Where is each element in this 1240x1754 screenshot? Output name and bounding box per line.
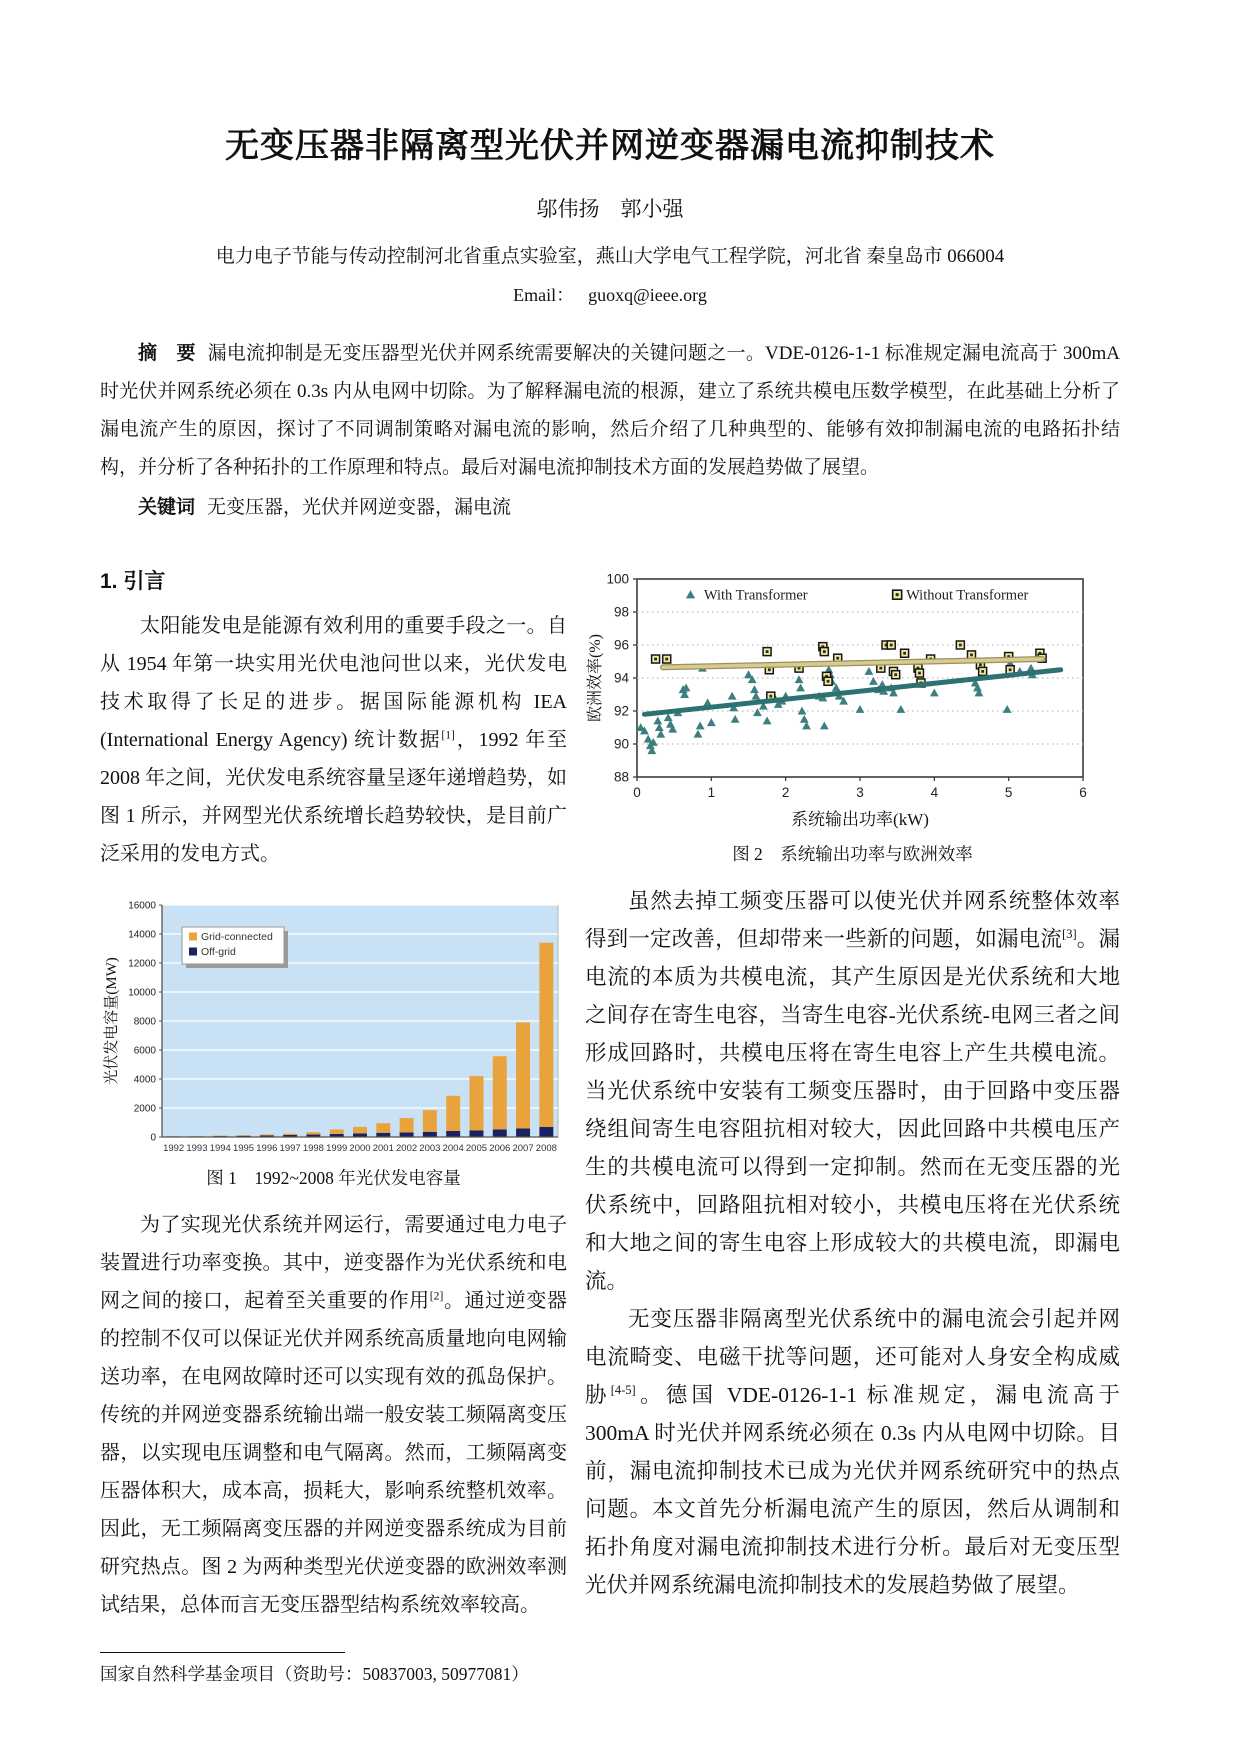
abstract-label: 摘 要 — [138, 343, 196, 364]
svg-text:1: 1 — [707, 785, 716, 800]
leakage-paragraph-1: 虽然去掉工频变压器可以使光伏并网系统整体效率得到一定改善，但却带来一些新的问题，如漏电流[3]。漏电流的本质为共模电流，其产生原因是光伏系统和大地之间存在寄生电容，当寄生电容-光伏系统-电网三者之间形成回路时，共模电压将在寄生电容上产生共模电流。当光伏系统中安装有工频变压器时，由于回路中变压器绕组间寄生电容阻抗相对较大，因此回路中共模电压产生的共模电流可以得到一定抑制。然而在无变压器的光伏系统中，回路阻抗相对较小，共模电压将在光伏系统和大地之间的寄生电容上形成较大的共模电流，即漏电流。 — [585, 889, 1120, 1293]
svg-text:Without Transformer: Without Transformer — [906, 587, 1029, 604]
affiliation: 电力电子节能与传动控制河北省重点实验室，燕山大学电气工程学院，河北省 秦皇岛市 066004 — [215, 246, 1005, 267]
svg-text:8000: 8000 — [133, 1016, 156, 1028]
keywords-label: 关键词 — [138, 497, 196, 518]
figure-2-caption: 图 2 系统输出功率与欧洲效率 — [732, 844, 973, 864]
svg-text:6: 6 — [1079, 785, 1087, 800]
figure-1-caption: 图 1 1992~2008 年光伏发电容量 — [206, 1168, 461, 1188]
svg-text:1993: 1993 — [186, 1143, 208, 1154]
svg-text:光伏发电容量(MW): 光伏发电容量(MW) — [104, 957, 120, 1085]
svg-text:0: 0 — [150, 1132, 156, 1144]
svg-text:2003: 2003 — [419, 1143, 441, 1154]
footnote-block — [100, 1652, 567, 1686]
svg-text:1999: 1999 — [326, 1143, 348, 1154]
svg-text:2002: 2002 — [396, 1143, 418, 1154]
intro-paragraph-1: 太阳能发电是能源有效利用的重要手段之一。自从 1954 年第一块实用光伏电池问世以来，光伏发电技术取得了长足的进步。据国际能源机构 IEA (International Energy Agency) 统计数据[1]，1992 年至 2008 年之间，光伏发电系统容量呈逐年递增趋势，如图 1 所示，并网型光伏系统增长趋势较快，是目前广泛采用的发电方式。 — [100, 615, 568, 865]
svg-text:2: 2 — [781, 785, 790, 800]
svg-text:1995: 1995 — [232, 1143, 255, 1154]
figure-1 — [100, 897, 567, 1190]
left-column — [100, 561, 567, 1686]
svg-text:1994: 1994 — [209, 1143, 231, 1154]
svg-text:90: 90 — [613, 736, 629, 752]
svg-text:2004: 2004 — [442, 1143, 464, 1154]
svg-text:With Transformer: With Transformer — [703, 587, 808, 604]
leakage-paragraph-2: 无变压器非隔离型光伏系统中的漏电流会引起并网电流畸变、电磁干扰等问题，还可能对人身安全构成威胁[4-5]。德国 VDE-0126-1-1 标准规定，漏电流高于 300mA 时光伏并网系统必须在 0.3s 内从电网中切除。目前，漏电流抑制技术已成为光伏并网系统研究中的热点问题。本文首先分析漏电流产生的原因，然后从调制和拓扑角度对漏电流抑制技术进行分析。最后对无变压型光伏并网系统漏电流抑制技术的发展趋势做了展望。 — [585, 1307, 1120, 1597]
svg-text:系统输出功率(kW): 系统输出功率(kW) — [791, 810, 929, 829]
intro-paragraph-2: 为了实现光伏系统并网运行，需要通过电力电子装置进行功率变换。其中，逆变器作为光伏系统和电网之间的接口，起着至关重要的作用[2]。通过逆变器的控制不仅可以保证光伏并网系统高质量地向电网输送功率，在电网故障时还可以实现有效的孤岛保护。传统的并网逆变器系统输出端一般安装工频隔离变压器，以实现电压调整和电气隔离。然而，工频隔离变压器体积大，成本高，损耗大，影响系统整机效率。因此，无工频隔离变压器的并网逆变器系统成为目前研究热点。图 2 为两种类型光伏逆变器的欧洲效率测试结果，总体而言无变压器型结构系统效率较高。 — [100, 1214, 568, 1616]
svg-text:4: 4 — [930, 785, 939, 800]
footnote-rule — [100, 1652, 345, 1653]
section-1-heading: 1. 引言 — [100, 570, 166, 593]
svg-text:100: 100 — [606, 571, 629, 587]
svg-text:1998: 1998 — [302, 1143, 324, 1154]
svg-text:1997: 1997 — [279, 1143, 301, 1154]
keywords — [100, 489, 1120, 527]
svg-text:2001: 2001 — [372, 1143, 394, 1154]
svg-text:14000: 14000 — [128, 929, 156, 941]
svg-text:Grid-connected: Grid-connected — [201, 931, 273, 943]
svg-text:16000: 16000 — [128, 900, 156, 912]
svg-text:0: 0 — [633, 785, 641, 800]
svg-text:6000: 6000 — [133, 1045, 156, 1057]
svg-text:2000: 2000 — [133, 1103, 156, 1115]
svg-text:96: 96 — [613, 637, 629, 653]
email-label: Email： — [513, 285, 575, 305]
svg-text:94: 94 — [613, 670, 629, 686]
svg-text:10000: 10000 — [128, 987, 156, 999]
abstract — [100, 335, 1120, 487]
svg-text:1992: 1992 — [163, 1143, 185, 1154]
svg-text:2005: 2005 — [465, 1143, 488, 1154]
svg-text:4000: 4000 — [133, 1074, 156, 1086]
keywords-text: 无变压器，光伏并网逆变器，漏电流 — [207, 497, 512, 518]
figure-2 — [585, 563, 1120, 866]
paper-title: 无变压器非隔离型光伏并网逆变器漏电流抑制技术 — [225, 127, 995, 165]
svg-text:1996: 1996 — [256, 1143, 278, 1154]
svg-text:2006: 2006 — [489, 1143, 511, 1154]
authors: 邬伟扬 郭小强 — [536, 197, 684, 221]
svg-text:欧洲效率(%): 欧洲效率(%) — [587, 634, 604, 722]
right-column — [585, 561, 1120, 1686]
two-column-body — [100, 561, 1120, 1686]
svg-text:3: 3 — [856, 785, 864, 800]
svg-text:92: 92 — [613, 703, 629, 719]
svg-text:Off-grid: Off-grid — [201, 946, 236, 958]
svg-text:98: 98 — [613, 604, 629, 620]
svg-text:2000: 2000 — [349, 1143, 371, 1154]
svg-text:5: 5 — [1004, 785, 1013, 800]
email-value: guoxq@ieee.org — [588, 285, 707, 305]
scatter-chart-efficiency — [585, 563, 1115, 831]
svg-text:2008: 2008 — [535, 1143, 557, 1154]
email-line — [100, 281, 1120, 307]
bar-chart-pv-capacity — [100, 897, 567, 1155]
abstract-text: 漏电流抑制是无变压器型光伏并网系统需要解决的关键问题之一。VDE-0126-1-1 标准规定漏电流高于 300mA 时光伏并网系统必须在 0.3s 内从电网中切除。为了解释漏电流的根源，建立了系统共模电压数学模型，在此基础上分析了漏电流产生的原因，探讨了不同调制策略对漏电流的影响，然后介绍了几种典型的、能够有效抑制漏电流的电路拓扑结构，并分析了各种拓扑的工作原理和特点。最后对漏电流抑制技术方面的发展趋势做了展望。 — [100, 343, 1120, 478]
svg-text:2007: 2007 — [512, 1143, 534, 1154]
svg-text:88: 88 — [613, 769, 629, 785]
svg-text:12000: 12000 — [128, 958, 156, 970]
funding-note: 国家自然科学基金项目（资助号：50837003, 50977081） — [100, 1664, 529, 1684]
